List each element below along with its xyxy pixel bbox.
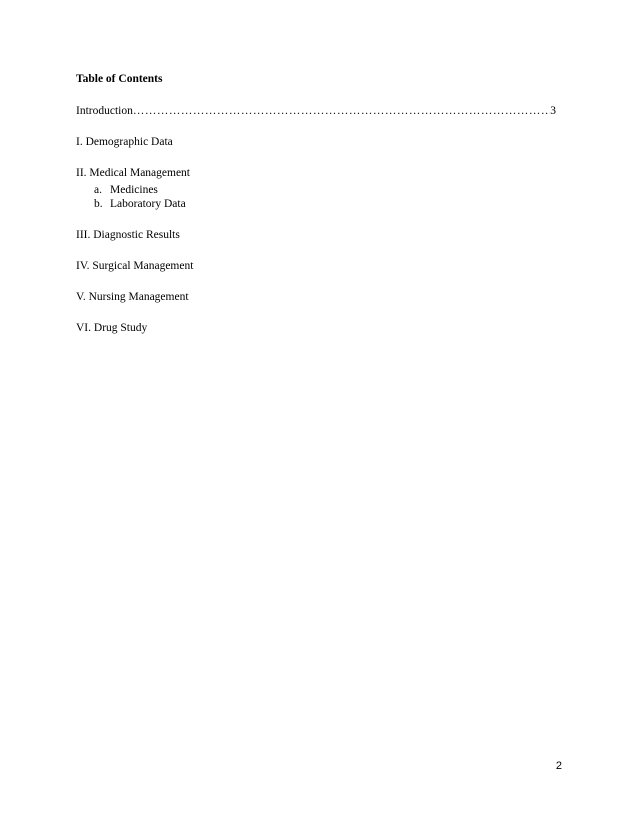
toc-section-label: VI. Drug Study [76, 322, 148, 334]
toc-entry-page: 3 [550, 105, 556, 117]
toc-section-label: II. Medical Management [76, 167, 190, 179]
toc-subitem-laboratory-data [76, 197, 556, 211]
toc-entry-label: Introduction [76, 105, 133, 117]
toc-subitem-medicines [76, 183, 556, 197]
toc-section-label: IV. Surgical Management [76, 260, 194, 272]
page-number: 2 [555, 760, 562, 772]
toc-subitem-list [76, 183, 556, 211]
toc-subitem-label: Laboratory Data [110, 198, 186, 210]
toc-title: Table of Contents [76, 73, 163, 85]
dot-leader [133, 104, 550, 118]
toc-section-surgical-management [76, 259, 556, 273]
toc-section-diagnostic-results [76, 228, 556, 242]
toc-section-label: V. Nursing Management [76, 291, 189, 303]
list-marker: a. [94, 184, 102, 196]
toc-section-medical-management [76, 166, 556, 211]
toc-section-drug-study [76, 321, 556, 335]
toc-section-label: I. Demographic Data [76, 136, 173, 148]
toc-section-nursing-management [76, 290, 556, 304]
list-marker: b. [94, 198, 103, 210]
toc-section-demographic-data [76, 135, 556, 149]
table-of-contents [76, 72, 556, 335]
toc-subitem-label: Medicines [110, 184, 158, 196]
toc-entry-introduction [76, 104, 556, 118]
toc-section-label: III. Diagnostic Results [76, 229, 180, 241]
